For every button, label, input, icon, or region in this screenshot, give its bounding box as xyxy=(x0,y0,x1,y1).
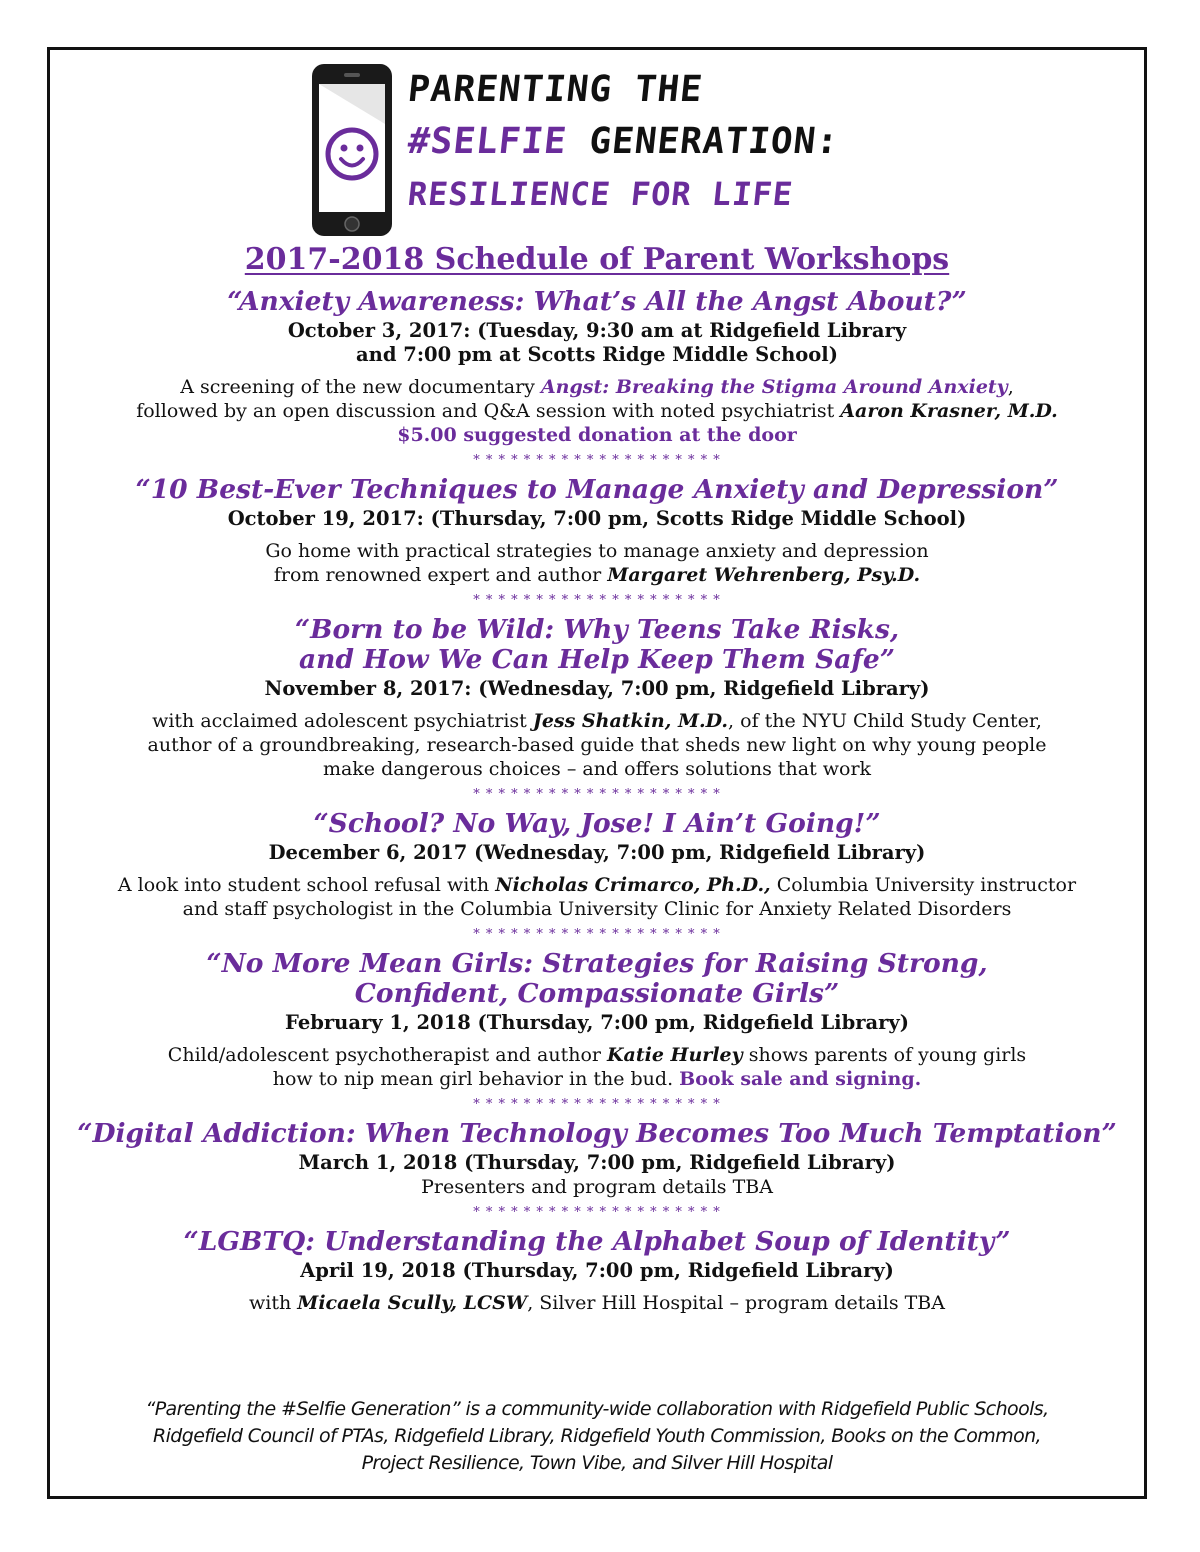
desc-text: followed by an open discussion and Q&A session with noted psychiatrist xyxy=(136,400,841,422)
donation-note: $5.00 suggested donation at the door xyxy=(397,424,797,446)
desc-text: A screening of the new documentary xyxy=(180,376,541,398)
desc-text: how to nip mean girl behavior in the bud. xyxy=(272,1068,680,1090)
workshop-description xyxy=(50,709,1144,781)
documentary-title: Angst: Breaking the Stigma Around Anxiety xyxy=(540,376,1008,398)
workshop-description: Presenters and program details TBA xyxy=(421,1176,773,1198)
desc-text: from renowned expert and author xyxy=(273,564,608,586)
workshop-description xyxy=(50,873,1144,921)
desc-text: Child/adolescent psychotherapist and author xyxy=(167,1044,608,1066)
workshop-title-line-1: “No More Mean Girls: Strategies for Raising Strong, xyxy=(206,948,988,979)
speaker-name: Micaela Scully, LCSW xyxy=(297,1292,528,1314)
book-sale-note: Book sale and signing. xyxy=(679,1068,922,1090)
workshop-date-line-1: October 3, 2017: (Tuesday, 9:30 am at Ridgefield Library xyxy=(287,319,907,342)
workshop-date: November 8, 2017: (Wednesday, 7:00 pm, Ridgefield Library) xyxy=(264,677,930,700)
header xyxy=(310,62,1010,242)
speaker-name: Margaret Wehrenberg, Psy.D. xyxy=(607,564,921,586)
desc-text: author of a groundbreaking, research-based guide that sheds new light on why young people xyxy=(147,734,1047,756)
desc-text: , of the NYU Child Study Center, xyxy=(728,710,1042,732)
desc-text: with xyxy=(249,1292,298,1314)
separator: * * * * * * * * * * * * * * * * * * * * xyxy=(473,453,721,468)
desc-text: , Silver Hill Hospital – program details TBA xyxy=(527,1292,945,1314)
workshop-title: “Anxiety Awareness: What’s All the Angst About?” xyxy=(227,286,967,317)
workshop-title-line-2: Confident, Compassionate Girls” xyxy=(354,978,840,1009)
speaker-name: Jess Shatkin, M.D. xyxy=(532,710,729,732)
schedule-content xyxy=(50,242,1144,1315)
smartphone-smiley-icon xyxy=(310,62,394,238)
workshop-7 xyxy=(50,1227,1144,1315)
separator: * * * * * * * * * * * * * * * * * * * * xyxy=(473,593,721,608)
workshop-date: March 1, 2018 (Thursday, 7:00 pm, Ridgefield Library) xyxy=(298,1151,896,1174)
brand-logo-text xyxy=(405,69,1008,213)
speaker-name: Aaron Krasner, M.D. xyxy=(840,400,1058,422)
workshop-date: December 6, 2017 (Wednesday, 7:00 pm, Ridgefield Library) xyxy=(268,841,926,864)
workshop-title: “10 Best-Ever Techniques to Manage Anxiety and Depression” xyxy=(135,474,1059,505)
workshop-date: October 19, 2017: (Thursday, 7:00 pm, Scotts Ridge Middle School) xyxy=(227,507,967,530)
workshop-date: April 19, 2018 (Thursday, 7:00 pm, Ridgefield Library) xyxy=(300,1259,894,1282)
schedule-title: 2017-2018 Schedule of Parent Workshops xyxy=(244,242,950,277)
brand-line-3: RESILIENCE FOR LIFE xyxy=(406,175,796,213)
desc-text: with acclaimed adolescent psychiatrist xyxy=(152,710,533,732)
desc-text: Go home with practical strategies to manage anxiety and depression xyxy=(265,540,929,562)
workshop-date xyxy=(50,319,1144,367)
brand-generation: GENERATION: xyxy=(587,121,842,162)
workshop-description xyxy=(50,1291,1144,1315)
workshop-title: “School? No Way, Jose! I Ain’t Going!” xyxy=(313,808,881,839)
flyer-frame xyxy=(47,47,1147,1499)
footer-line-1: “Parenting the #Selfie Generation” is a community-wide collaboration with Ridgefield Public Schools, xyxy=(145,1398,1049,1420)
desc-text: Columbia University instructor xyxy=(770,874,1077,896)
workshop-date: February 1, 2018 (Thursday, 7:00 pm, Ridgefield Library) xyxy=(285,1011,909,1034)
separator: * * * * * * * * * * * * * * * * * * * * xyxy=(473,1205,721,1220)
workshop-title: “Digital Addiction: When Technology Becomes Too Much Temptation” xyxy=(77,1118,1117,1149)
separator: * * * * * * * * * * * * * * * * * * * * xyxy=(473,927,721,942)
workshop-title: “LGBTQ: Understanding the Alphabet Soup of Identity” xyxy=(183,1226,1011,1257)
desc-text: make dangerous choices – and offers solutions that work xyxy=(322,758,872,780)
collaboration-footer xyxy=(70,1396,1124,1477)
workshop-6 xyxy=(50,1119,1144,1199)
footer-line-3: Project Resilience, Town Vibe, and Silver Hill Hospital xyxy=(361,1452,833,1474)
footer-line-2: Ridgefield Council of PTAs, Ridgefield Library, Ridgefield Youth Commission, Books on the Common, xyxy=(153,1425,1041,1447)
workshop-title xyxy=(50,949,1144,1009)
workshop-description xyxy=(50,1043,1144,1091)
workshop-title-line-1: “Born to be Wild: Why Teens Take Risks, xyxy=(294,614,900,645)
speaker-name: Katie Hurley xyxy=(607,1044,743,1066)
separator: * * * * * * * * * * * * * * * * * * * * xyxy=(473,787,721,802)
workshop-5 xyxy=(50,949,1144,1091)
workshop-title-line-2: and How We Can Help Keep Them Safe” xyxy=(299,644,895,675)
workshop-date-line-2: and 7:00 pm at Scotts Ridge Middle School) xyxy=(356,343,838,366)
speaker-name: Nicholas Crimarco, Ph.D., xyxy=(495,874,771,896)
workshop-title xyxy=(50,615,1144,675)
brand-line-2 xyxy=(405,121,1010,162)
workshop-2 xyxy=(50,475,1144,587)
desc-text: and staff psychologist in the Columbia University Clinic for Anxiety Related Disorders xyxy=(182,898,1012,920)
workshop-1 xyxy=(50,287,1144,447)
workshop-description xyxy=(50,539,1144,587)
desc-text: , xyxy=(1007,376,1014,398)
separator: * * * * * * * * * * * * * * * * * * * * xyxy=(473,1097,721,1112)
brand-hashtag: #SELFIE xyxy=(405,121,569,162)
workshop-3 xyxy=(50,615,1144,781)
workshop-4 xyxy=(50,809,1144,921)
desc-text: shows parents of young girls xyxy=(742,1044,1027,1066)
workshop-description xyxy=(50,375,1144,447)
brand-line-1: PARENTING THE xyxy=(405,69,705,110)
desc-text: A look into student school refusal with xyxy=(117,874,496,896)
